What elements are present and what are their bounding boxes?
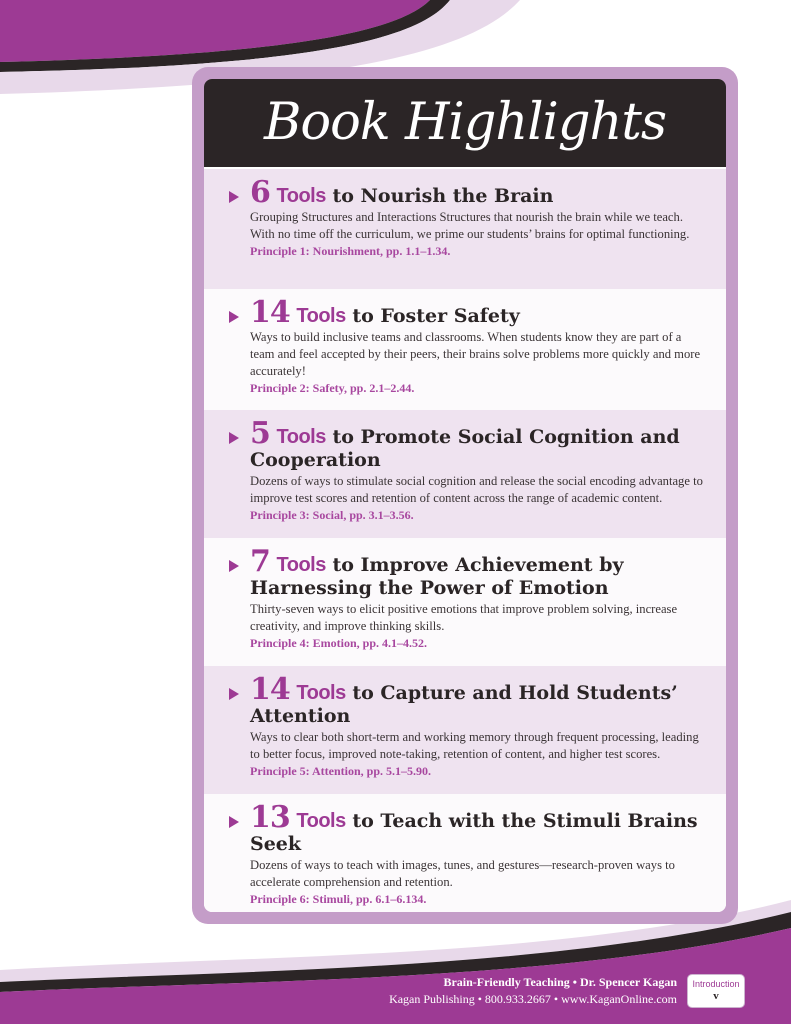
highlight-item [204, 794, 726, 912]
section-page-badge [687, 974, 745, 1008]
tool-count: 7 [250, 544, 270, 579]
section-label: Introduction [692, 979, 740, 989]
tools-word: Tools [276, 185, 326, 207]
principle-reference: Principle 5: Attention, pp. 5.1–5.90. [250, 764, 432, 778]
highlight-description: Dozens of ways to stimulate social cognition and release the social encoding advantage to improve test scores and retention of content across the range of academic content. [250, 474, 703, 505]
highlight-title: to Improve Achievement by Harnessing the Power of Emotion [250, 554, 624, 599]
highlight-title: to Nourish the Brain [325, 185, 554, 207]
triangle-bullet-icon [229, 432, 239, 444]
triangle-bullet-icon [229, 560, 239, 572]
highlight-item [204, 666, 726, 794]
tools-word: Tools [296, 682, 346, 704]
tool-count: 5 [250, 416, 270, 451]
principle-reference: Principle 3: Social, pp. 3.1–3.56. [250, 508, 414, 522]
highlight-description: Dozens of ways to teach with images, tunes, and gestures—research-proven ways to accelerate comprehension and retention. [250, 858, 675, 889]
tools-word: Tools [296, 305, 346, 327]
highlight-description: Grouping Structures and Interactions Structures that nourish the brain while we teach. With no time off the curriculum, we prime our students’ brains for optimal functioning. [250, 210, 690, 241]
highlight-title: to Promote Social Cognition and Cooperation [250, 426, 680, 471]
highlight-title: to Foster Safety [345, 305, 520, 327]
page-title: Book Highlights [263, 93, 667, 152]
tool-count: 6 [250, 175, 270, 210]
triangle-bullet-icon [229, 311, 239, 323]
tool-count: 14 [250, 295, 290, 330]
highlights-panel-inner [204, 79, 726, 912]
highlight-title: to Capture and Hold Students’ Attention [250, 682, 678, 727]
highlight-item [204, 289, 726, 410]
tools-word: Tools [296, 810, 346, 832]
principle-reference: Principle 6: Stimuli, pp. 6.1–6.134. [250, 892, 427, 906]
highlight-heading [250, 544, 708, 600]
footer-book-credit: Brain-Friendly Teaching • Dr. Spencer Kagan [443, 975, 677, 989]
principle-reference: Principle 4: Emotion, pp. 4.1–4.52. [250, 636, 428, 650]
highlight-description: Ways to build inclusive teams and classrooms. When students know they are part of a team and feel accepted by their peers, their brains solve problems more quickly and more accurately! [250, 330, 701, 378]
principle-reference: Principle 2: Safety, pp. 2.1–2.44. [250, 381, 415, 395]
tools-word: Tools [276, 554, 326, 576]
page-number: v [713, 990, 719, 1002]
highlight-heading [250, 416, 708, 472]
highlight-description: Ways to clear both short-term and working memory through frequent processing, leading to better focus, improved note-taking, retention of content, and higher test scores. [250, 730, 699, 761]
principle-reference: Principle 1: Nourishment, pp. 1.1–1.34. [250, 244, 451, 258]
highlight-item [204, 410, 726, 538]
triangle-bullet-icon [229, 816, 239, 828]
footer-publisher-info: Kagan Publishing • 800.933.2667 • www.KaganOnline.com [389, 992, 677, 1006]
highlights-panel [192, 67, 738, 924]
tool-count: 14 [250, 672, 290, 707]
title-bar [204, 79, 726, 169]
page-footer [389, 974, 677, 1008]
highlight-title: to Teach with the Stimuli Brains Seek [250, 810, 698, 855]
highlight-heading [250, 295, 708, 330]
highlight-item [204, 538, 726, 666]
highlight-item [204, 169, 726, 289]
tool-count: 13 [250, 800, 290, 835]
highlight-heading [250, 672, 708, 728]
highlight-description: Thirty-seven ways to elicit positive emotions that improve problem solving, increase creativity, and improve thinking skills. [250, 602, 678, 633]
highlight-heading [250, 800, 708, 856]
triangle-bullet-icon [229, 688, 239, 700]
highlight-heading [250, 175, 708, 210]
triangle-bullet-icon [229, 191, 239, 203]
tools-word: Tools [276, 426, 326, 448]
